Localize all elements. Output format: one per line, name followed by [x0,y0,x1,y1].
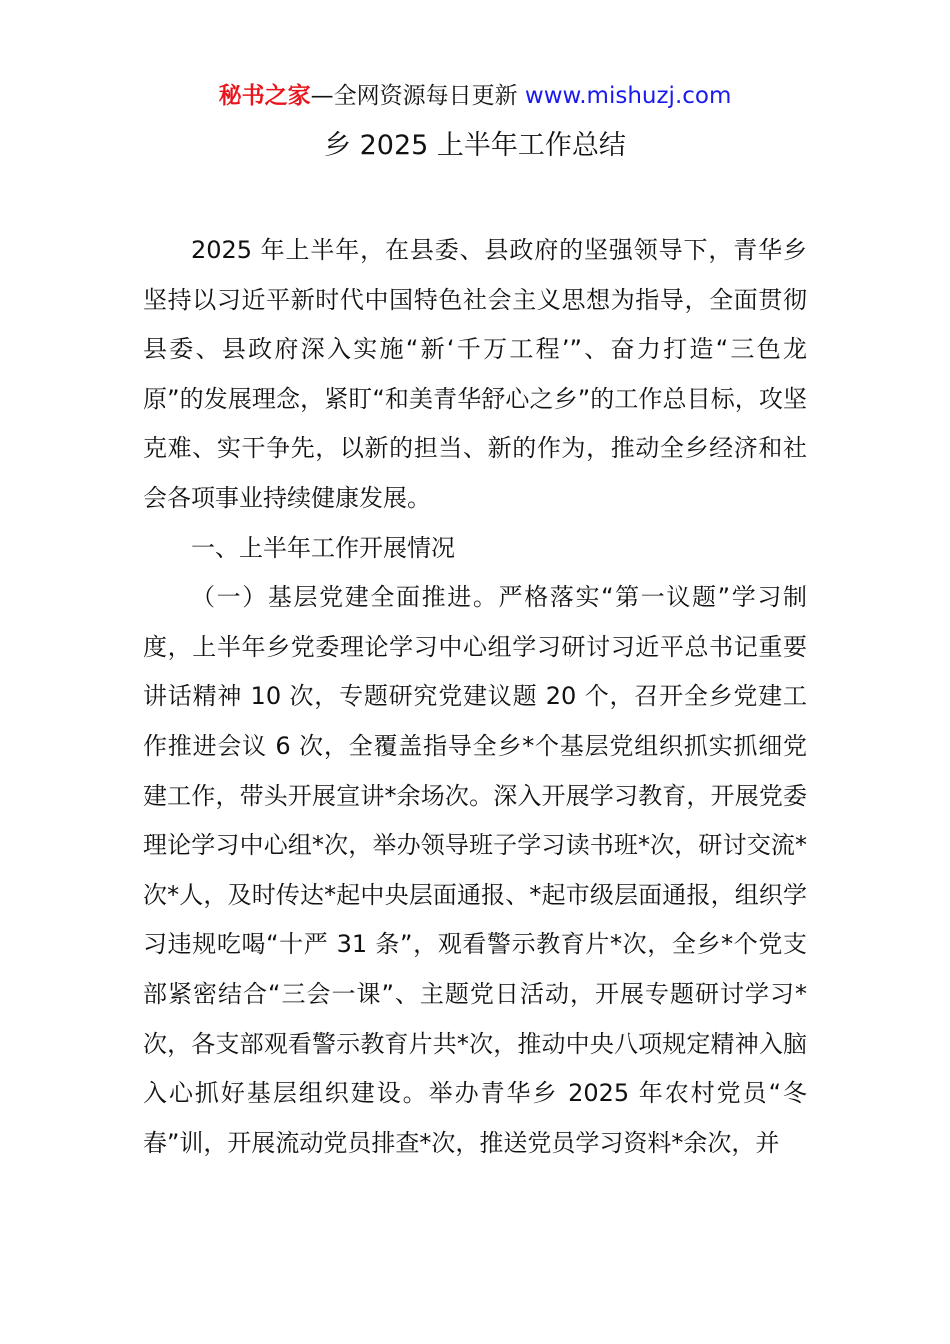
section-heading: 一、上半年工作开展情况 [191,533,455,562]
document-body [143,226,807,1168]
site-brand: 秘书之家 [218,83,311,109]
intro-paragraph: 2025 年上半年，在县委、县政府的坚强领导下，青华乡坚持以习近平新时代中国特色社会主义思想为指导，全面贯彻县委、县政府深入实施“新‘千万工程’”、奋力打造“三色龙原”的发展理念，紧盯“和美青华舒心之乡”的工作总目标，攻坚克难、实干争先，以新的担当、新的作为，推动全乡经济和社会各项事业持续健康发展。 [143,236,807,512]
site-url-link[interactable]: www.mishuzj.com [524,83,732,109]
section-paragraph: （一）基层党建全面推进。严格落实“第一议题”学习制度，上半年乡党委理论学习中心组学习研讨习近平总书记重要讲话精神 10 次，专题研究党建议题 20 个，召开全乡党建工作推进会议 6 次，全覆盖指导全乡*个基层党组织抓实抓细党建工作，带头开展宣讲*余场次。深入开展学习教育，开展党委理论学习中心组*次，举办领导班子学习读书班*次，研讨交流*次*人，及时传达*起中央层面通报、*起市级层面通报，组织学习违规吃喝“十严 31 条”，观看警示教育片*次，全乡*个党支部紧密结合“三会一课”、主题党日活动，开展专题研讨学习*次，各支部观看警示教育片共*次，推动中央八项规定精神入脑入心抓好基层组织建设。举办青华乡 2025 年农村党员“冬春”训，开展流动党员排查*次，推送党员学习资料*余次，并 [143,583,807,1157]
site-header [0,80,950,112]
site-tagline: —全网资源每日更新 [310,83,525,109]
document-title: 乡 2025 上半年工作总结 [324,130,626,161]
